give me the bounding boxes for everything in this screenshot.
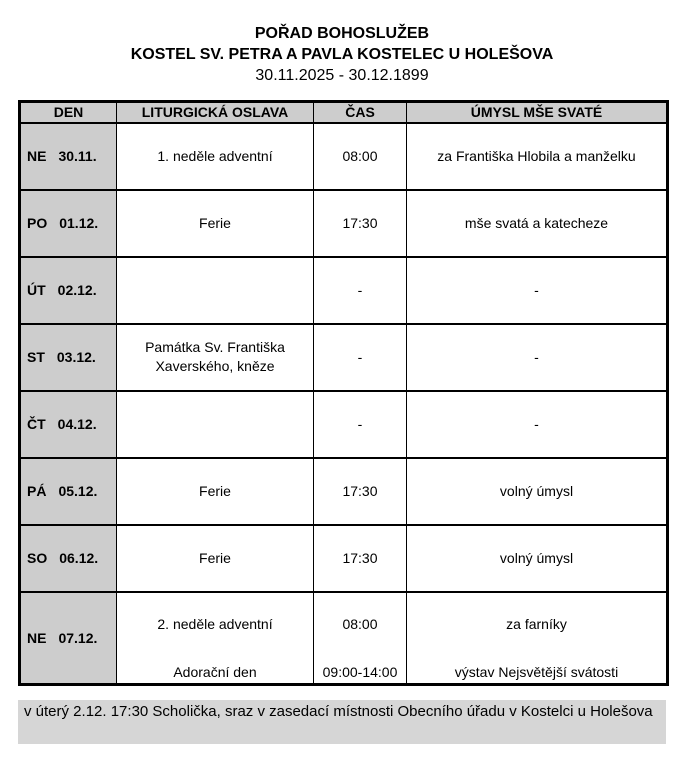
table-row (20, 458, 668, 525)
date-range: 30.11.2025 - 30.12.1899 (255, 67, 429, 84)
day-abbr: NE (27, 629, 47, 646)
liturgy-cell (117, 391, 314, 458)
liturgy-cell (117, 257, 314, 324)
liturgy-cell: Ferie (117, 190, 314, 257)
church-title: KOSTEL SV. PETRA A PAVLA KOSTELEC U HOLEŠOVA (130, 46, 554, 63)
time-cell: 08:00 (314, 123, 407, 190)
day-abbr: SO (27, 550, 48, 566)
column-header-time: ČAS (314, 102, 407, 123)
intention-cell: volný úmysl (407, 525, 668, 592)
time-cell: - (314, 257, 407, 324)
day-abbr: ÚT (27, 282, 46, 298)
liturgy-cell: Památka Sv. Františka Xaverského, kněze (117, 324, 314, 391)
column-header-den: DEN (20, 102, 117, 123)
page-title: POŘAD BOHOSLUŽEB (254, 25, 430, 42)
day-date: 02.12. (57, 282, 97, 298)
time-cell: 17:30 (314, 458, 407, 525)
day-cell (20, 257, 117, 324)
column-header-liturgy: LITURGICKÁ OSLAVA (117, 102, 314, 123)
time-cell: 17:30 (314, 190, 407, 257)
day-date: 30.11. (58, 148, 97, 164)
day-cell (20, 592, 117, 685)
intention-cell: volný úmysl (407, 458, 668, 525)
liturgy-cell: Ferie (117, 458, 314, 525)
schedule-table (18, 100, 669, 686)
intention-cell: - (407, 257, 668, 324)
intention-cell: mše svatá a katecheze (407, 190, 668, 257)
day-cell (20, 458, 117, 525)
table-row (20, 190, 668, 257)
table-header-row (20, 102, 668, 123)
day-abbr: PO (27, 215, 48, 231)
footer-note: v úterý 2.12. 17:30 Scholička, sraz v zasedací místnosti Obecního úřadu v Kostelci u Holešova (18, 700, 666, 744)
time-cell (314, 592, 407, 685)
liturgy-line-1: 2. neděle adventní (157, 615, 273, 632)
intention-line-1: za farníky (506, 615, 567, 632)
liturgy-cell (117, 592, 314, 685)
day-date: 07.12. (58, 629, 98, 646)
day-date: 03.12. (56, 349, 96, 365)
intention-cell: - (407, 391, 668, 458)
table-row (20, 324, 668, 391)
intention-cell: - (407, 324, 668, 391)
table-row (20, 257, 668, 324)
day-cell (20, 190, 117, 257)
intention-cell: za Františka Hlobila a manželku (407, 123, 668, 190)
time-line-1: 08:00 (342, 615, 378, 632)
table-row (20, 592, 668, 685)
day-date: 06.12. (59, 550, 99, 566)
table-row (20, 391, 668, 458)
document-header (0, 23, 684, 86)
column-header-intention: ÚMYSL MŠE SVATÉ (407, 102, 668, 123)
liturgy-cell: 1. neděle adventní (117, 123, 314, 190)
time-cell: 17:30 (314, 525, 407, 592)
time-cell: - (314, 391, 407, 458)
day-cell (20, 324, 117, 391)
liturgy-cell: Ferie (117, 525, 314, 592)
day-abbr: ST (27, 349, 45, 365)
day-date: 01.12. (59, 215, 99, 231)
day-cell (20, 525, 117, 592)
day-cell (20, 391, 117, 458)
day-abbr: NE (27, 148, 47, 164)
day-abbr: PÁ (27, 483, 47, 499)
day-abbr: ČT (27, 416, 46, 432)
table-row (20, 123, 668, 190)
time-line-2: 09:00-14:00 (322, 663, 398, 680)
time-cell: - (314, 324, 407, 391)
day-date: 05.12. (58, 483, 98, 499)
day-cell (20, 123, 117, 190)
liturgy-line-2: Adorační den (173, 663, 257, 680)
table-row (20, 525, 668, 592)
intention-cell (407, 592, 668, 685)
intention-line-2: výstav Nejsvětější svátosti (454, 663, 619, 680)
day-date: 04.12. (57, 416, 97, 432)
